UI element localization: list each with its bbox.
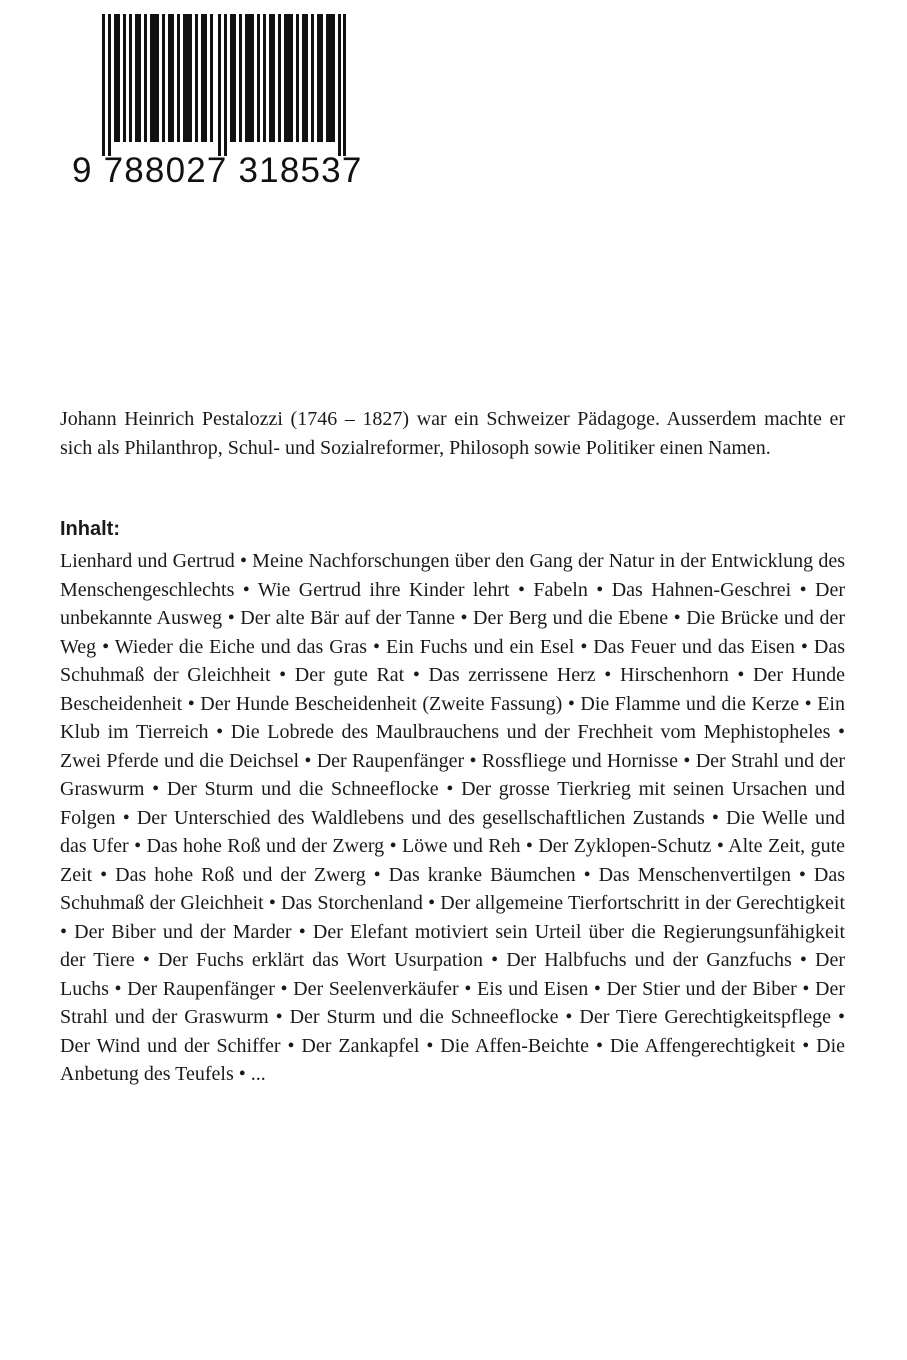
- author-intro: Johann Heinrich Pestalozzi (1746 – 1827) war ein Schweizer Pädagoge. Ausserdem machte er sich als Philanthrop, Schul- und Sozialreformer, Philosoph sowie Politiker einen Namen.: [60, 408, 845, 459]
- contents-list: Lienhard und Gertrud • Meine Nachforschungen über den Gang der Natur in der Entwicklung des Menschengeschlechts • Wie Gertrud ihre Kinder lehrt • Fabeln • Das Hahnen-Geschrei • Der unbekannte Ausweg • Der alte Bär auf der Tanne • Der Berg und die Ebene • Die Brücke und der Weg • Wieder die Eiche und das Gras • Ein Fuchs und ein Esel • Das Feuer und das Eisen • Das Schuhmaß der Gleichheit • Der gute Rat • Das zerrissene Herz • Hirschenhorn • Der Hunde Bescheidenheit • Der Hunde Bescheidenheit (Zweite Fassung) • Die Flamme und die Kerze • Ein Klub im Tierreich • Die Lobrede des Maulbrauchens und der Frechheit vom Mephistopheles • Zwei Pferde und die Deichsel • Der Raupenfänger • Rossfliege und Hornisse • Der Strahl und der Graswurm • Der Sturm und die Schneeflocke • Der grosse Tierkrieg mit seinen Ursachen und Folgen • Der Unterschied des Waldlebens und des gesellschaftlichen Zustands • Die Welle und das Ufer • Das hohe Roß und der Zwerg • Löwe und Reh • Der Zyklopen-Schutz • Alte Zeit, gute Zeit • Das hohe Roß und der Zwerg • Das kranke Bäumchen • Das Menschenvertilgen • Das Schuhmaß der Gleichheit • Das Storchenland • Der allgemeine Tierfortschritt in der Gerechtigkeit • Der Biber und der Marder • Der Elefant motiviert sein Urteil über die Regierungsunfähigkeit der Tiere • Der Fuchs erklärt das Wort Usurpation • Der Halbfuchs und der Ganzfuchs • Der Luchs • Der Raupenfänger • Der Seelenverkäufer • Eis und Eisen • Der Stier und der Biber • Der Strahl und der Graswurm • Der Sturm und die Schneeflocke • Der Tiere Gerechtigkeitspflege • Der Wind und der Schiffer • Der Zankapfel • Die Affen-Beichte • Die Affengerechtigkeit • Die Anbetung des Teufels • ...: [60, 550, 845, 1085]
- barcode-bars: [102, 14, 346, 156]
- contents-heading: Inhalt:: [60, 518, 120, 540]
- isbn-barcode: [72, 14, 363, 190]
- isbn-digits: 9 788027 318537: [72, 151, 363, 190]
